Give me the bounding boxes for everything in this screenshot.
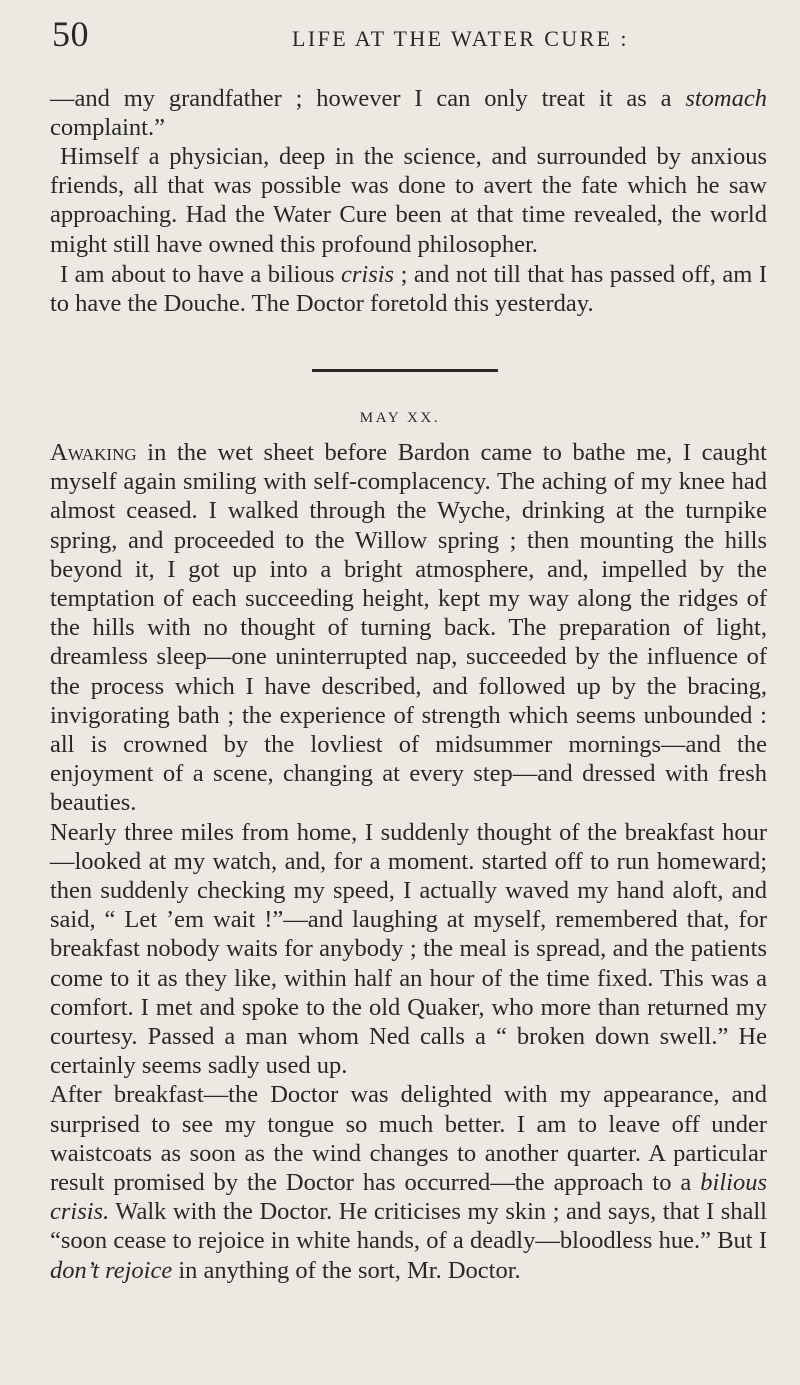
paragraph-text <box>50 84 767 142</box>
paragraph-text <box>50 260 767 318</box>
text-run: complaint.” <box>50 114 165 142</box>
page-number: 50 <box>52 14 89 54</box>
section-divider <box>312 369 498 372</box>
paragraph-after-breakfast <box>50 1080 767 1284</box>
diary-entry <box>50 438 767 1285</box>
paragraph-awaking <box>50 438 767 818</box>
text-run: in anything of the sort, Mr. Doctor. <box>172 1256 521 1284</box>
paragraph-physician <box>50 142 767 259</box>
running-title: LIFE AT THE WATER CURE : <box>292 26 629 51</box>
emphasis: bilious crisis. <box>50 1169 767 1226</box>
emphasis: stomach <box>685 85 767 112</box>
paragraph-text: Himself a physician, deep in the science, and surrounded by anxious friends, all that was possible was done to avert the fate which he saw approaching. Had the Water Cure been at that time revealed, the world might still have owned this profound philosopher. <box>50 143 767 258</box>
text-run: I am about to have a bilious <box>60 261 341 288</box>
paragraph-breakfast-walk: Nearly three miles from home, I suddenly thought of the breakfast hour—looked at my watch, and, for a moment. started off to run homeward; then suddenly checking my speed, I actually waved my hand aloft, and said, “ Let ’em wait !”—and laughing at myself, remembered that, for breakfast nobody waits for anybody ; the meal is spread, and the patients come to it as they like, within half an hour of the time fixed. This was a comfort. I met and spoke to the old Quaker, who more than returned my courtesy. Passed a man whom Ned calls a “ broken down swell.” He certainly seems sadly used up. <box>50 818 767 1080</box>
emphasis: crisis <box>341 261 395 288</box>
text-run: Walk with the Doctor. He criticises my skin ; and says, that I shall “soon cease to rejoice in white hands, of a deadly—bloodless hue.” But I <box>50 1198 767 1255</box>
section-date: MAY XX. <box>359 410 441 426</box>
lead-word: Awaking <box>50 439 137 466</box>
running-head <box>52 14 766 54</box>
paragraph-crisis <box>50 260 767 318</box>
paragraph-continuation <box>50 84 767 142</box>
text-run: in the wet sheet before Bardon came to bathe me, I caught myself again smiling with self-complacency. The aching of my knee had almost ceased. I walked through the Wyche, drinking at the turnpike spring, and proceeded to the Willow spring ; then mounting the hills beyond it, I got up into a bright atmosphere, and, impelled by the temptation of each succeeding height, kept my way along the ridges of the hills with no thought of turning back. The preparation of light, dreamless sleep—one uninterrupted nap, succeeded by the influence of the process which I have described, and followed up by the bracing, invigorating bath ; the experience of strength which seems unbounded : all is crowned by the lovliest of midsummer mornings—and the enjoyment of a scene, changing at every step—and dressed with fresh beauties. <box>50 439 767 817</box>
text-run: ; and not till that has passed off, am I to have the Douche. The Doctor foretold this yesterday. <box>50 261 767 318</box>
text-run: —and my grandfather ; however I can only treat it as a <box>50 85 686 112</box>
text-run: After breakfast—the Doctor was delighted with my appearance, and surprised to see my tongue so much better. I am to leave off under waistcoats as soon as the wind changes to another quarter. A particular result promised by the Doctor has occurred—the approach to a <box>50 1081 767 1197</box>
emphasis: don’t rejoice <box>50 1256 173 1284</box>
